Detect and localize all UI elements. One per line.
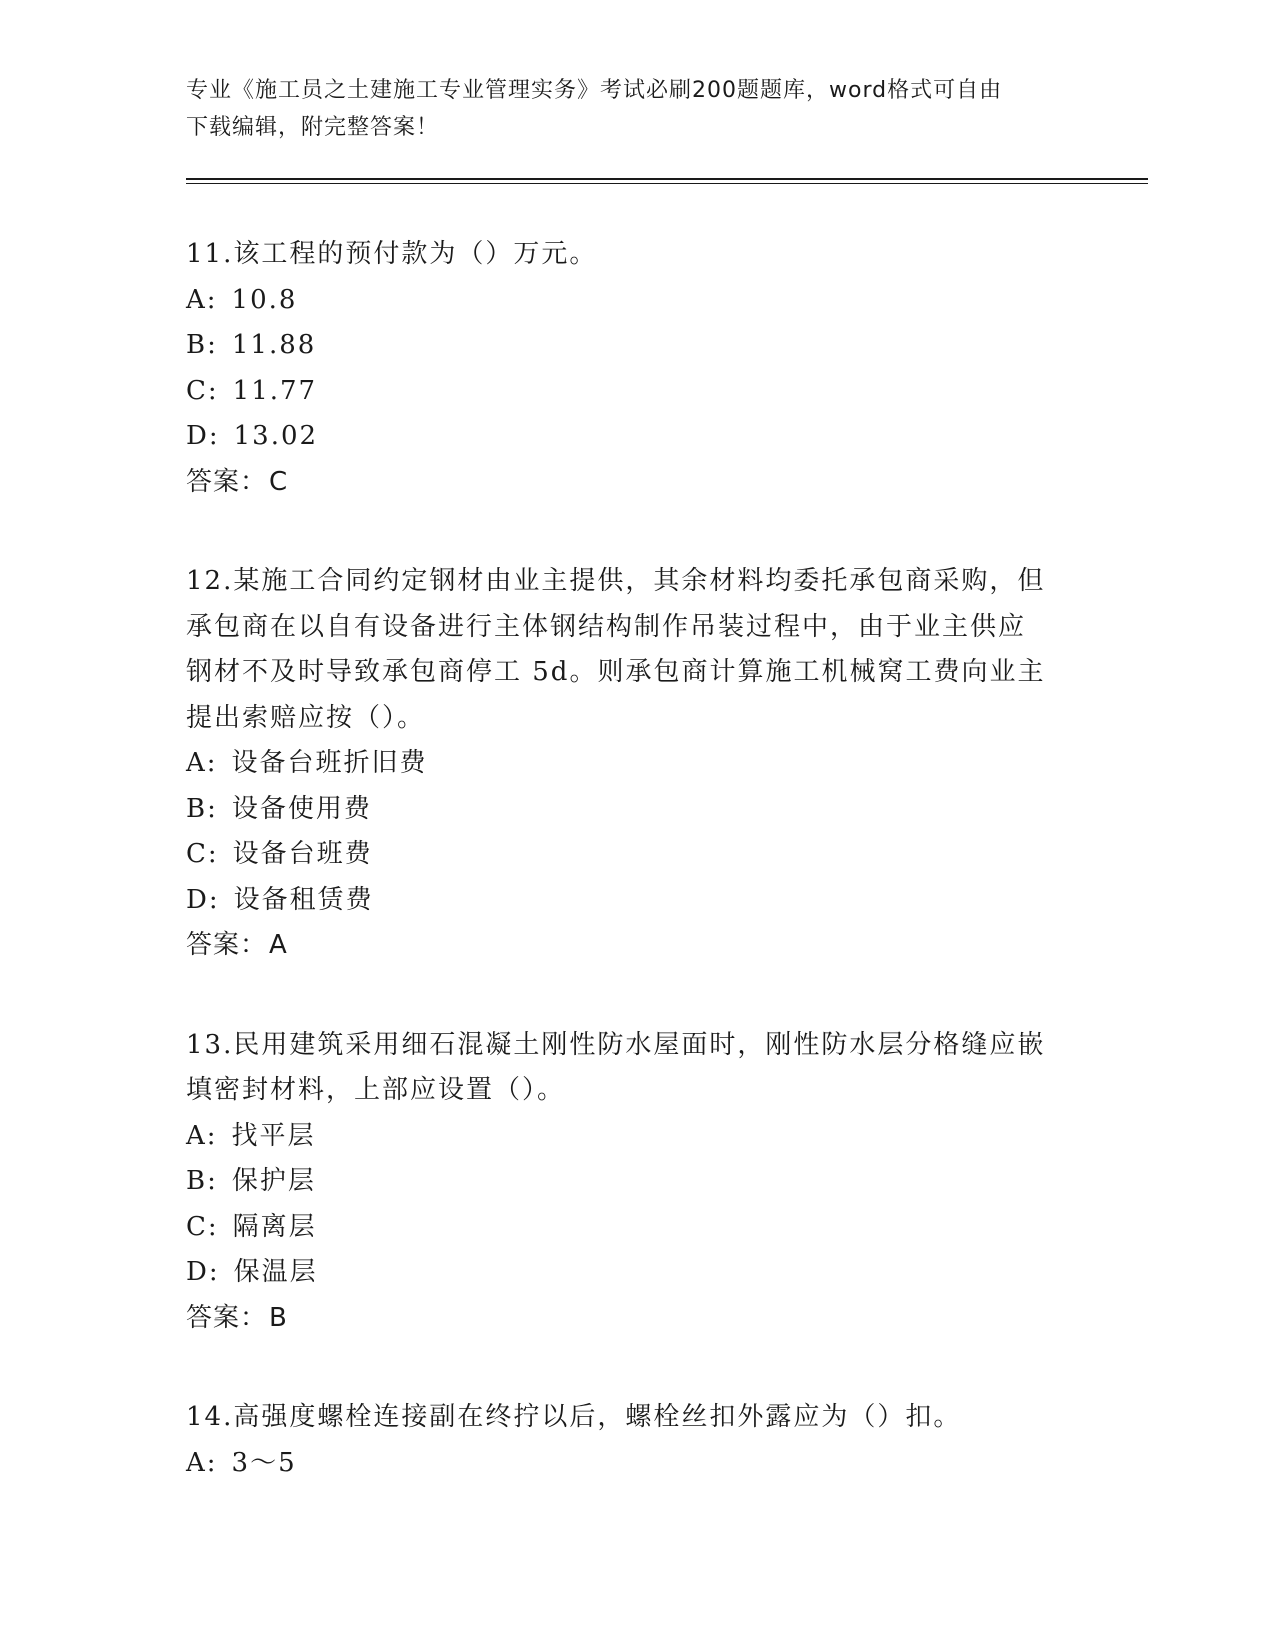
document-header (186, 72, 1086, 146)
option-letter: A: (186, 1447, 218, 1478)
answer-value: B (269, 1302, 288, 1333)
answer-line (186, 923, 1126, 969)
option-letter: D: (186, 1257, 220, 1287)
option-a (186, 278, 1126, 324)
stem-line: 13.民用建筑采用细石混凝土刚性防水屋面时，刚性防水层分格缝应嵌 (186, 1029, 1046, 1060)
option-text: 3～5 (231, 1447, 297, 1478)
stem-line: 钢材不及时导致承包商停工 5d。则承包商计算施工机械窝工费向业主 (186, 657, 1046, 687)
option-letter: B: (186, 793, 218, 824)
option-d (186, 878, 1126, 924)
option-letter: C: (186, 375, 219, 406)
question-13 (186, 1023, 1126, 1342)
option-text: 11.77 (232, 375, 318, 406)
option-text: 13.02 (233, 421, 319, 451)
header-line-1: 专业《施工员之土建施工专业管理实务》考试必刷200题题库，word格式可自由 (186, 78, 1003, 103)
option-text: 设备台班折旧费 (231, 748, 428, 778)
option-letter: B: (186, 330, 218, 360)
answer-line (186, 460, 1126, 506)
answer-value: A (269, 930, 288, 960)
stem-line: 12.某施工合同约定钢材由业主提供，其余材料均委托承包商采购，但 (186, 566, 1046, 596)
stem-line: 提出索赔应按（）。 (186, 702, 426, 733)
option-letter: D: (186, 884, 220, 915)
option-letter: B: (186, 1166, 218, 1196)
option-c (186, 1205, 1126, 1251)
stem-line: 14.高强度螺栓连接副在终拧以后，螺栓丝扣外露应为（）扣。 (186, 1402, 962, 1432)
option-letter: A: (186, 748, 218, 778)
option-a (186, 1114, 1126, 1160)
option-letter: A: (186, 1120, 218, 1151)
answer-label: 答案： (186, 1302, 268, 1333)
option-d (186, 1250, 1126, 1296)
option-c (186, 832, 1126, 878)
answer-label: 答案： (186, 930, 268, 960)
answer-value: C (269, 466, 289, 497)
question-list (186, 232, 1126, 1540)
option-text: 保温层 (233, 1257, 318, 1287)
option-text: 隔离层 (232, 1211, 317, 1242)
option-letter: D: (186, 421, 220, 451)
option-letter: C: (186, 839, 219, 869)
option-text: 设备台班费 (232, 839, 373, 869)
question-stem (186, 1395, 1126, 1441)
option-text: 11.88 (231, 330, 317, 360)
option-d (186, 414, 1126, 460)
question-stem (186, 559, 1126, 741)
option-letter: A: (186, 284, 218, 315)
option-b (186, 1159, 1126, 1205)
question-12 (186, 559, 1126, 969)
question-stem (186, 232, 1126, 278)
question-11 (186, 232, 1126, 505)
answer-label: 答案： (186, 466, 268, 497)
option-text: 10.8 (231, 284, 298, 315)
stem-line: 填密封材料，上部应设置（）。 (186, 1075, 566, 1105)
option-b (186, 323, 1126, 369)
stem-line: 承包商在以自有设备进行主体钢结构制作吊装过程中，由于业主供应 (186, 611, 1027, 642)
option-text: 设备租赁费 (233, 884, 374, 915)
option-a (186, 1441, 1126, 1487)
header-divider-thin (186, 183, 1148, 184)
option-text: 保护层 (231, 1166, 316, 1196)
option-a (186, 741, 1126, 787)
option-c (186, 369, 1126, 415)
option-b (186, 787, 1126, 833)
question-stem (186, 1023, 1126, 1114)
question-14 (186, 1395, 1126, 1486)
option-text: 设备使用费 (231, 793, 372, 824)
option-letter: C: (186, 1211, 219, 1242)
stem-line: 11.该工程的预付款为（）万元。 (186, 239, 598, 269)
header-line-2: 下载编辑，附完整答案！ (186, 115, 440, 140)
answer-line (186, 1296, 1126, 1342)
header-divider-thick (186, 178, 1148, 180)
option-text: 找平层 (231, 1120, 316, 1151)
